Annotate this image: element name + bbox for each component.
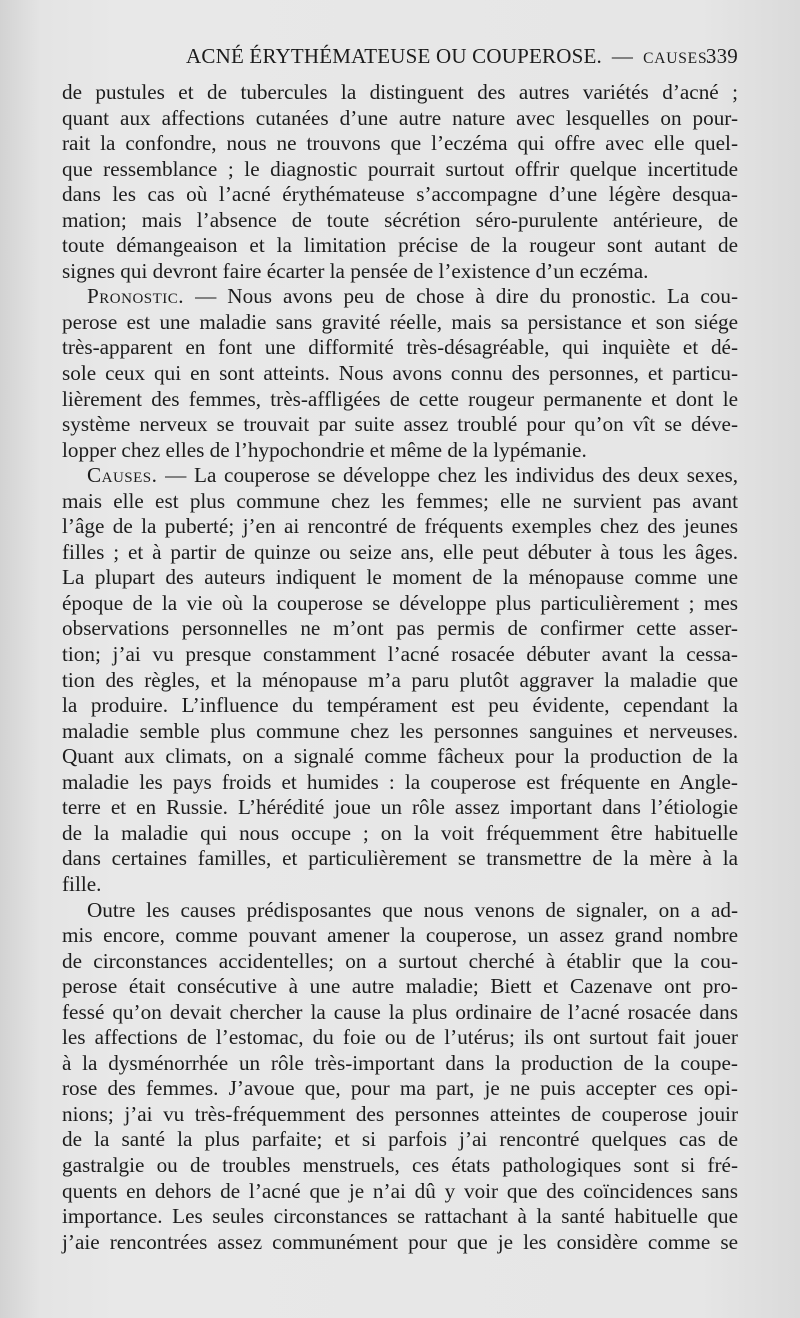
text-line: mis encore, comme pouvant amener la couperose, un assez grand nombre: [62, 923, 738, 948]
text-line: la produire. L’influence du tempérament est peu évidente, cependant la: [62, 693, 738, 718]
text-line: époque de la vie où la couperose se développe plus particulièrement ; mes: [62, 590, 738, 615]
text-line: sole ceux qui en sont atteints. Nous avons connu des personnes, et particu-: [62, 361, 738, 386]
text-line: les affections de l’estomac, du foie ou de l’utérus; ils ont surtout fait jouer: [62, 1025, 738, 1050]
paragraph-causes-first-line: [62, 463, 738, 489]
text-line: j’aie rencontrées assez communément pour que je les considère comme se: [62, 1229, 738, 1254]
text-line: terre et en Russie. L’hérédité joue un rôle assez important dans l’étiologie: [62, 795, 738, 820]
text-line: tion; j’ai vu presque constamment l’acné rosacée débuter avant la cessa-: [62, 642, 738, 667]
section-name: CAUSES.: [643, 50, 713, 67]
text-line: très-apparent en font une difformité très-désagréable, qui inquiète et dé-: [62, 335, 738, 360]
text-line: que ressemblance ; le diagnostic pourrait surtout offrir quelque incertitude: [62, 156, 738, 181]
text-line: — La couperose se développe chez les individus des deux sexes,: [165, 463, 738, 488]
page-header: [62, 44, 738, 76]
text-line: dans certaines familles, et particulièrement se transmettre de la mère à la: [62, 846, 738, 871]
running-title: ACNÉ ÉRYTHÉMATEUSE OU COUPEROSE.: [186, 44, 602, 68]
page-number: 339: [705, 44, 738, 68]
text-line: de la maladie qui nous occupe ; on la voit fréquemment être habituelle: [62, 820, 738, 845]
text-line: La plupart des auteurs indiquent le moment de la ménopause comme une: [62, 565, 738, 590]
text-line: signes qui devront faire écarter la pensée de l’existence d’un eczéma.: [62, 258, 649, 283]
running-title-group: [186, 44, 712, 69]
heading-causes: Causes.: [87, 463, 158, 488]
text-line: l’âge de la puberté; j’en ai rencontré de fréquents exemples chez des jeunes: [62, 514, 738, 539]
text-line: nions; j’ai vu très-fréquemment des personnes atteintes de couperose jouir: [62, 1101, 738, 1126]
text-line: importance. Les seules circonstances se rattachant à la santé habituelle que: [62, 1204, 738, 1229]
text-line: lopper chez elles de l’hypochondrie et même de la lypémanie.: [62, 437, 587, 462]
text-line: filles ; et à partir de quinze ou seize ans, elle peut débuter à tous les âges.: [62, 539, 738, 564]
header-separator: —: [611, 44, 634, 68]
text-line: lièrement des femmes, très-affligées de cette rougeur permanente et dont le: [62, 386, 738, 411]
text-line: de pustules et de tubercules la distinguent des autres variétés d’acné ;: [62, 80, 738, 104]
text-line: rose des femmes. J’avoue que, pour ma part, je ne puis accepter ces opi-: [62, 1076, 738, 1101]
text-line: tion des règles, et la ménopause m’a paru plutôt aggraver la maladie que: [62, 667, 738, 692]
text-line: Quant aux climats, on a signalé comme fâcheux pour la production de la: [62, 744, 738, 769]
paragraph-pronostic-first-line: [62, 284, 738, 310]
text-line: fille.: [62, 871, 102, 896]
text-line: quant aux affections cutanées d’une autre nature avec lesquelles on pour-: [62, 105, 738, 130]
text-line: système nerveux se trouvait par suite assez troublé pour qu’on vît se déve-: [62, 412, 738, 437]
text-line: rait la confondre, nous ne trouvons que l’eczéma qui offre avec elle quel-: [62, 131, 738, 156]
text-line: à la dysménorrhée un rôle très-important dans la production de la coupe-: [62, 1050, 738, 1075]
text-line: quents en dehors de l’acné que je n’ai dû y voir que des coïncidences sans: [62, 1178, 738, 1203]
text-line: toute démangeaison et la limitation précise de la rougeur sont autant de: [62, 233, 738, 258]
text-line: perose est une maladie sans gravité réelle, mais sa persistance et son siége: [62, 309, 738, 334]
text-line: de circonstances accidentelles; on a surtout cherché à établir que la cou-: [62, 948, 738, 973]
heading-pronostic: Pronostic.: [87, 284, 185, 309]
text-line: gastralgie ou de troubles menstruels, ces états pathologiques sont si fré-: [62, 1152, 738, 1177]
text-line: mais elle est plus commune chez les femmes; elle ne survient pas avant: [62, 488, 738, 513]
text-line: Outre les causes prédisposantes que nous venons de signaler, on a ad-: [87, 897, 738, 922]
page-body: [62, 80, 738, 1255]
text-line: dans les cas où l’acné érythémateuse s’accompagne d’une légère desqua-: [62, 182, 738, 207]
text-line: mation; mais l’absence de toute sécrétion séro-purulente antérieure, de: [62, 207, 738, 232]
text-line: de la santé la plus parfaite; et si parfois j’ai rencontré quelques cas de: [62, 1127, 738, 1152]
text-line: maladie semble plus commune chez les personnes sanguines et nerveuses.: [62, 718, 738, 743]
text-line: fessé qu’on devait chercher la cause la plus ordinaire de l’acné rosacée dans: [62, 999, 738, 1024]
text-line: — Nous avons peu de chose à dire du pronostic. La cou-: [195, 284, 739, 309]
text-line: perose était consécutive à une autre maladie; Biett et Cazenave ont pro-: [62, 974, 738, 999]
text-line: maladie les pays froids et humides : la couperose est fréquente en Angle-: [62, 769, 738, 794]
text-line: observations personnelles ne m’ont pas permis de confirmer cette asser-: [62, 616, 738, 641]
